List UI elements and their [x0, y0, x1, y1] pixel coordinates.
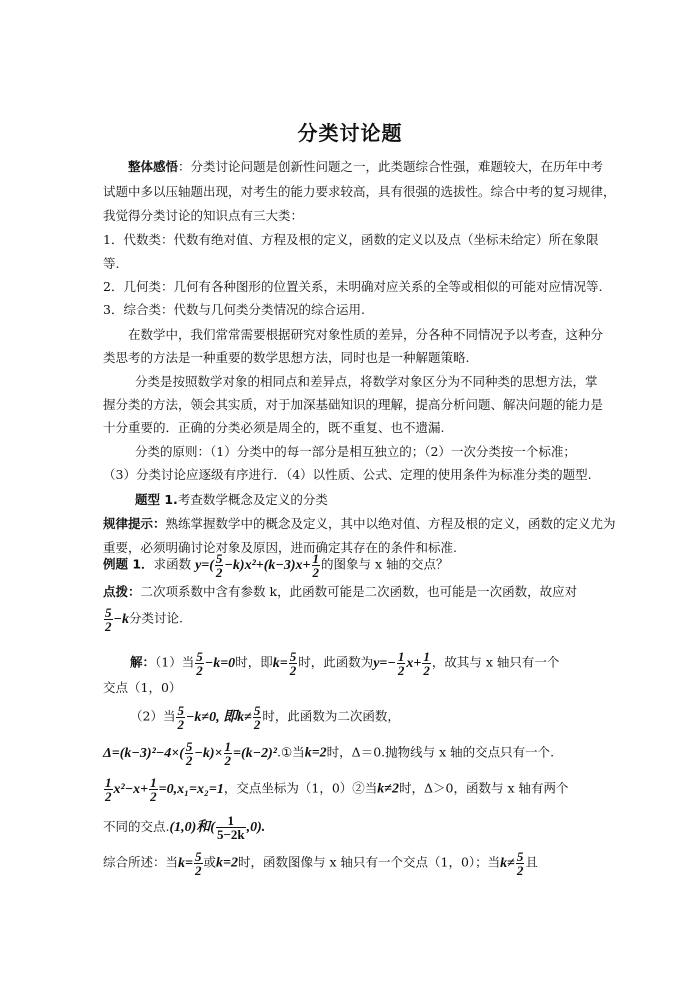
solution-summary: 综合所述：当k= $\frac{5}{2}$ 或k=2时，函数图像与 x 轴只有一个交点（1，0）；当k≠ $\frac{5}{2}$ 且 [103, 849, 538, 878]
paragraph-1-line-2: 类思考的方法是一种重要的数学思想方法，同时也是一种解题策略. [103, 350, 470, 365]
intro-line-2: 试题中多以压轴题出现，对考生的能力要求较高，具有很强的选拔性。综合中考的复习规律， [103, 184, 616, 199]
solution-label: 解： [130, 654, 156, 670]
item-1-line-1: 1．代数类：代数有绝对值、方程及根的定义，函数的定义以及点（坐标未给定）所在象限 [103, 232, 599, 247]
solution-different-points: 不同的交点.(1,0)和( $\frac{1}{5-2k}$ ,0). [103, 813, 266, 842]
item-3: 3．综合类：代数与几何类分类情况的综合运用. [103, 302, 365, 317]
paragraph-2-line-1: 分类是按照数学对象的相同点和差异点，将数学对象区分为不同种类的思想方法，掌 [135, 374, 598, 389]
solution-delta: Δ=(k−3)²−4×( $\frac{5}{2}$ −k)× $\frac{1}{2}$ =(k−2)².①当k=2时，Δ＝0.抛物线与 x 轴的交点只有一个. [103, 739, 555, 768]
rule-line-2: 重要，必须明确讨论对象及原因，进而确定其存在的条件和标准. [103, 540, 457, 555]
page-title: 分类讨论题 [297, 121, 403, 145]
rule-label: 规律提示： [103, 516, 166, 531]
item-1-line-2: 等. [103, 256, 120, 271]
example-function: y=( $\frac{5}{2}$ −k)x²+(k−3)x+ $\frac{1}{2}$ [195, 551, 320, 580]
example-1: 例题 1．求函数 y=( $\frac{5}{2}$ −k)x²+(k−3)x+ $\frac{1}{2}$ 的图象与 x 轴的交点？ [103, 551, 449, 580]
example-label: 例题 1． [103, 556, 154, 572]
paragraph-1-line-1: 在数学中，我们常常需要根据研究对象性质的差异，分各种不同情况予以考查，这种分 [128, 327, 604, 342]
hint-line-2: $\frac{5}{2}$ −k分类讨论. [105, 605, 183, 634]
paragraph-2-line-2: 握分类的方法，领会其实质，对于加深基础知识的理解，提高分析问题、解决问题的能力是 [103, 397, 604, 412]
paragraph-2-line-3: 十分重要的．正确的分类必须是周全的，既不重复、也不遗漏. [103, 420, 445, 435]
hint-label: 点拨： [103, 584, 141, 599]
solution-case-1-line-2: 交点（1，0） [103, 680, 182, 695]
intro-label: 整体感悟 [128, 159, 179, 174]
solution-equation: $\frac{1}{2}$ x²−x+ $\frac{1}{2}$ =0,x₁=x₂=1，交点坐标为（1，0）②当k≠2时，Δ＞0，函数与 x 轴有两个 [105, 775, 569, 804]
hint-line-1: 点拨：二次项系数中含有参数 k，此函数可能是二次函数，也可能是一次函数，故应对 [103, 584, 578, 599]
solution-case-2: （2）当 $\frac{5}{2}$ −k≠0, 即k≠ $\frac{5}{2}$ 时，此函数为二次函数， [130, 703, 400, 732]
paragraph-3-line-2: （3）分类讨论应逐级有序进行．（4）以性质、公式、定理的使用条件为标准分类的题型. [103, 467, 592, 482]
intro-line-1: 整体感悟：分类讨论问题是创新性问题之一，此类题综合性强，难题较大，在历年中考 [128, 159, 604, 174]
rule-line-1: 规律提示：熟练掌握数学中的概念及定义，其中以绝对值、方程及根的定义，函数的定义尤为 [103, 516, 616, 531]
item-2: 2．几何类：几何有各种图形的位置关系，未明确对应关系的全等或相似的可能对应情况等. [103, 279, 603, 294]
intro-line-3: 我觉得分类讨论的知识点有三大类： [103, 208, 304, 223]
solution-case-1: 解：（1）当 $\frac{5}{2}$ −k=0时，即k= $\frac{5}{2}$ 时，此函数为y=− $\frac{1}{2}$ x+ $\frac{1}{2}$ ，故其与 x 轴只有一个 [130, 649, 560, 678]
topic-1-heading: 题型 1.考查数学概念及定义的分类 [135, 492, 328, 507]
paragraph-3-line-1: 分类的原则：（1）分类中的每一部分是相互独立的；（2）一次分类按一个标准； [135, 444, 576, 459]
